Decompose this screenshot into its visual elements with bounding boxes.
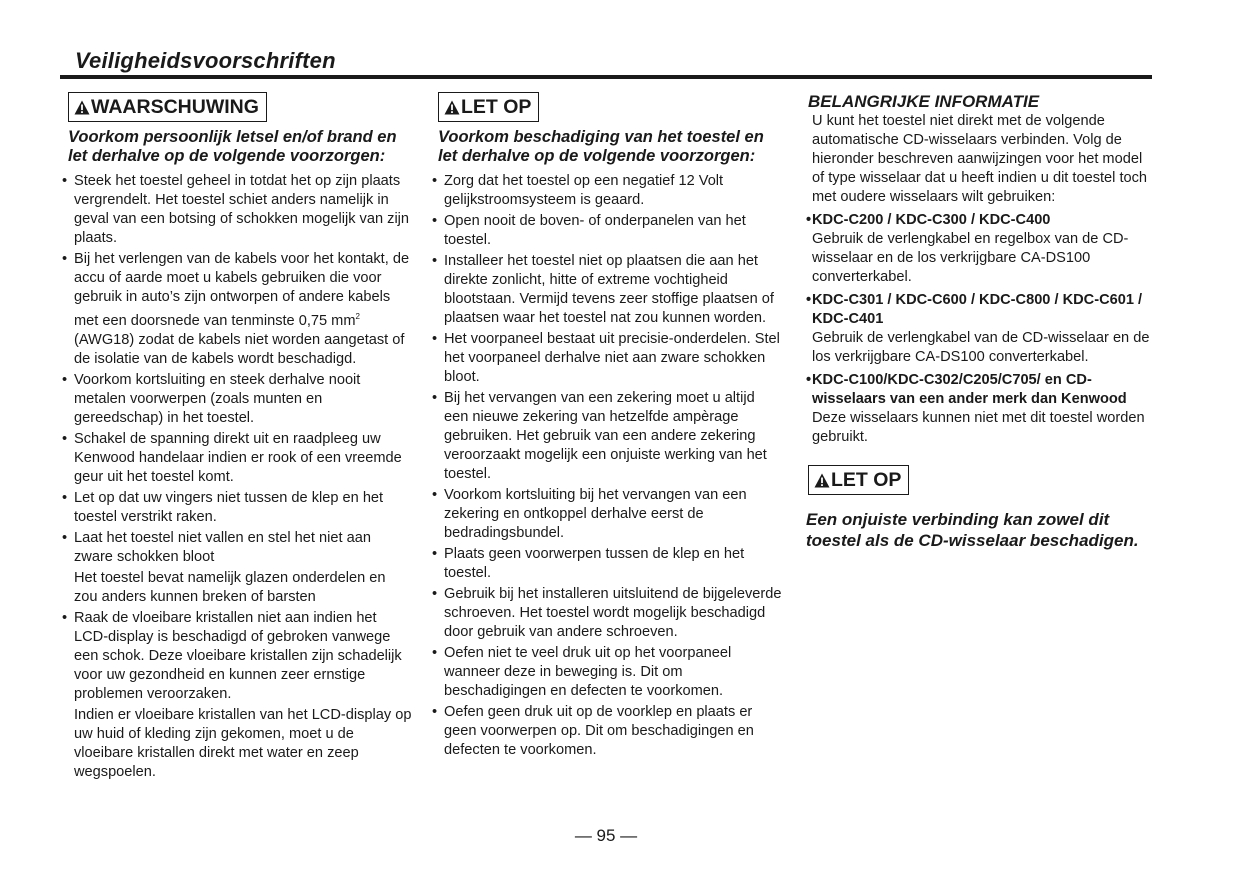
list-item: • Oefen geen druk uit op de voorklep en plaats er geen voorwerpen op. Dit om beschadigingen en defecten te voorkomen. [430, 703, 782, 760]
warning-column [60, 92, 412, 784]
caution-heading: Voorkom beschadiging van het toestel en let derhalve op de volgende voorzorgen: [438, 128, 764, 165]
list-item-text: (AWG18) zodat de kabels niet worden aangetast of de isolatie van de kabels wordt beschadigd. [74, 331, 405, 367]
page-title: Veiligheidsvoorschriften [75, 48, 336, 73]
list-item: • Voorkom kortsluiting bij het vervangen van een zekering en ontkoppel derhalve eerst de bedradingsbundel. [430, 486, 782, 543]
warning-triangle-icon [74, 100, 90, 115]
model-desc: Gebruik de verlengkabel en regelbox van de CD-wisselaar en de los verkrijgbare CA-DS100 converterkabel. [812, 231, 1129, 285]
list-item: • Let op dat uw vingers niet tussen de klep en het toestel verstrikt raken. [60, 489, 412, 527]
warning-heading: Voorkom persoonlijk letsel en/of brand en let derhalve op de volgende voorzorgen: [68, 128, 397, 165]
info-column [806, 92, 1152, 551]
warning-triangle-icon [444, 100, 460, 115]
list-item: • Raak de vloeibare kristallen niet aan indien het LCD-display is beschadigd of gebroken vanwege een schok. Deze vloeibare kristallen zijn schadelijk voor uw gezondheid en kunnen zeer ernstige problemen veroorzaken. [60, 609, 412, 704]
caution-column [430, 92, 782, 762]
model-name-text: KDC-C200 / KDC-C300 / KDC-C400 [812, 212, 1051, 228]
caution-box [808, 465, 909, 495]
model-name-text: KDC-C100/KDC-C302/C205/C705/ en CD-wisselaars van een ander merk dan Kenwood [812, 372, 1127, 407]
warning-triangle-icon [814, 473, 830, 488]
caution-list [430, 172, 782, 760]
page-number: — 95 — [574, 826, 638, 845]
model-name: • KDC-C301 / KDC-C600 / KDC-C800 / KDC-C601 / KDC-C401 [806, 292, 1143, 327]
list-item: • Voorkom kortsluiting en steek derhalve nooit metalen voorwerpen (zoals munten en gereedschap) in het toestel. [60, 371, 412, 428]
warning-list-cont [60, 609, 412, 704]
note-text: Het toestel bevat namelijk glazen onderdelen en zou anders kunnen breken of barsten [74, 569, 386, 605]
list-item: • Gebruik bij het installeren uitsluitend de bijgeleverde schroeven. Het toestel wordt mogelijk beschadigd door gebruik van andere schroeven. [430, 585, 782, 642]
title-rule [60, 75, 1152, 79]
list-item: • Zorg dat het toestel op een negatief 12 Volt gelijkstroomsysteem is geaard. [430, 172, 782, 210]
list-item: • Steek het toestel geheel in totdat het op zijn plaats vergrendelt. Het toestel schiet anders namelijk in geval van een botsing of schokken mogelijk van zijn plaats. [60, 172, 412, 248]
warning-list [60, 172, 412, 567]
superscript: 2 [355, 312, 360, 321]
model-entry [806, 371, 1152, 447]
list-item: • Open nooit de boven- of onderpanelen van het toestel. [430, 212, 782, 250]
list-item: • Oefen niet te veel druk uit op het voorpaneel wanneer deze in beweging is. Dit om beschadigingen en defecten te voorkomen. [430, 644, 782, 701]
note-text: Indien er vloeibare kristallen van het LCD-display op uw huid of kleding zijn gekomen, moet u de vloeibare kristallen direkt met water en zeep wegspoelen. [74, 706, 412, 780]
list-item: • Schakel de spanning direkt uit en raadpleeg uw Kenwood handelaar indien er rook of een vreemde geur uit het toestel komt. [60, 430, 412, 487]
model-name-text: KDC-C301 / KDC-C600 / KDC-C800 / KDC-C601 / KDC-C401 [812, 292, 1143, 327]
info-title: BELANGRIJKE INFORMATIE [808, 92, 1040, 111]
model-name: • KDC-C100/KDC-C302/C205/C705/ en CD-wisselaars van een ander merk dan Kenwood [806, 372, 1127, 407]
model-entry [806, 211, 1152, 287]
list-item: • Het voorpaneel bestaat uit precisie-onderdelen. Stel het voorpaneel derhalve niet aan zware schokken bloot. [430, 330, 782, 387]
caution-box [438, 92, 539, 122]
list-item-text: Bij het verlengen van de kabels voor het kontakt, de accu of aarde moet u kabels gebruiken die voor gebruik in auto’s zijn ontworpen of andere kabels met een doorsnede van tenminste 0,75 mm [74, 251, 410, 329]
caution-label: LET OP [461, 96, 532, 118]
warning-box [68, 92, 267, 122]
list-item [60, 250, 412, 369]
model-entry [806, 291, 1152, 367]
model-desc: Deze wisselaars kunnen niet met dit toestel worden gebruikt. [812, 410, 1145, 445]
model-desc: Gebruik de verlengkabel van de CD-wisselaar en de los verkrijgbare CA-DS100 converterkabel. [812, 330, 1150, 365]
list-item: • Laat het toestel niet vallen en stel het niet aan zware schokken bloot [60, 529, 412, 567]
list-item: • Bij het vervangen van een zekering moet u altijd een nieuwe zekering van hetzelfde ampèrage gebruiken. Het gebruik van een andere zekering veroorzaakt mogelijk een onjuiste werking van het toestel. [430, 389, 782, 484]
caution-text: Een onjuiste verbinding kan zowel dit toestel als de CD-wisselaar beschadigen. [806, 510, 1139, 550]
list-item: • Plaats geen voorwerpen tussen de klep en het toestel. [430, 545, 782, 583]
caution-label: LET OP [831, 469, 902, 491]
warning-label: WAARSCHUWING [91, 96, 259, 118]
model-name: • KDC-C200 / KDC-C300 / KDC-C400 [806, 212, 1051, 228]
info-intro: U kunt het toestel niet direkt met de volgende automatische CD-wisselaars verbinden. Volg de hieronder beschreven aanwijzingen voor het model of type wisselaar dat u heeft indien u dit toestel toch met oudere wisselaars wilt gebruiken: [812, 113, 1148, 205]
list-item: • Installeer het toestel niet op plaatsen die aan het direkte zonlicht, hitte of extreme vochtigheid blootstaan. Vermijd tevens zeer stoffige plaatsen of plaatsen waar het toestel nat zou kunnen worden. [430, 252, 782, 328]
